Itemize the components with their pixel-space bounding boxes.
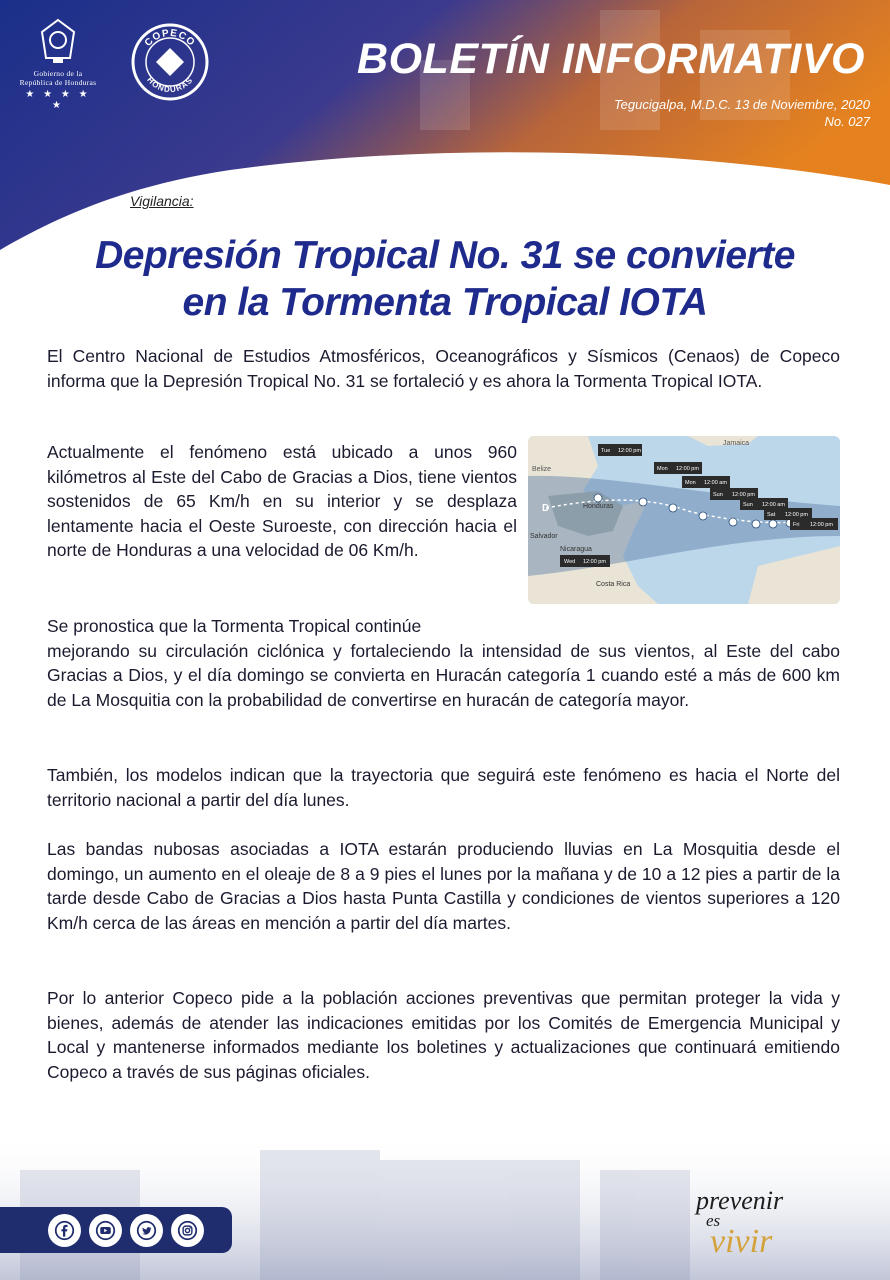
section-label: Vigilancia: bbox=[130, 193, 194, 209]
forecast-tag-day: Mon bbox=[685, 480, 696, 486]
copeco-logo-top-text: COPECO bbox=[142, 27, 198, 49]
forecast-tag-time: 12:00 pm bbox=[810, 522, 833, 528]
map-label-honduras: Honduras bbox=[583, 503, 614, 510]
map-label-salvador: Salvador bbox=[530, 533, 558, 540]
forecast-tag-time: 12:00 pm bbox=[785, 512, 808, 518]
header-banner bbox=[0, 0, 890, 250]
instagram-icon bbox=[177, 1220, 198, 1241]
facebook-button[interactable] bbox=[48, 1214, 81, 1247]
bulletin-date: Tegucigalpa, M.D.C. 13 de Noviembre, 2020 bbox=[613, 97, 870, 112]
svg-text:HONDURAS bbox=[145, 75, 195, 94]
youtube-button[interactable] bbox=[89, 1214, 122, 1247]
slogan bbox=[696, 1186, 826, 1260]
slogan-line-3: vivir bbox=[710, 1223, 773, 1260]
paragraph-1: El Centro Nacional de Estudios Atmosféricos, Oceanográficos y Sísmicos (Cenaos) de Copeco informa que la Depresión Tropical No. 31 se fortaleció y es ahora la Tormenta Tropical IOTA. bbox=[47, 346, 840, 391]
forecast-tag-day: Fri bbox=[793, 522, 800, 528]
map-label-costa-rica: Costa Rica bbox=[596, 581, 631, 588]
map-label-belize: Belize bbox=[532, 466, 552, 473]
forecast-tag-time: 12:00 pm bbox=[618, 448, 641, 454]
copeco-logo-bottom-text: HONDURAS bbox=[145, 75, 195, 95]
slogan-line-1: prevenir bbox=[696, 1186, 784, 1215]
bulletin-title: BOLETÍN INFORMATIVO bbox=[357, 35, 865, 83]
forecast-tag-time: 12:00 pm bbox=[676, 466, 699, 472]
honduras-coat-of-arms-icon bbox=[38, 18, 78, 64]
paragraph-3 bbox=[47, 614, 840, 712]
twitter-button[interactable] bbox=[130, 1214, 163, 1247]
government-caption-line-1: Gobierno de la bbox=[33, 69, 83, 78]
forecast-tag bbox=[682, 476, 730, 488]
paragraph-5: Las bandas nubosas asociadas a IOTA estarán produciendo lluvias en La Mosquitia desde el domingo, un aumento en el oleaje de 8 a 9 pies el lunes por la mañana y de 10 a 12 pies a partir de la tarde desde Cabo de Gracias a Dios hasta Punta Castilla y condiciones de vientos superiores a 120 Km/h cerca de las áreas en mención a partir del día martes. bbox=[47, 839, 840, 933]
headline-line-1: Depresión Tropical No. 31 se convierte bbox=[95, 234, 795, 277]
map-label-jamaica: Jamaica bbox=[723, 440, 750, 447]
headline bbox=[20, 232, 870, 326]
forecast-tag bbox=[560, 555, 610, 567]
paragraph-6: Por lo anterior Copeco pide a la población acciones preventivas que permitan proteger la vida y bienes, además de atender las indicaciones emitidas por los Comités de Emergencia Municipal y Local y mantenerse informados mediante los boletines y actualizaciones que continuará emitiendo Copeco a través de sus páginas oficiales. bbox=[47, 988, 840, 1082]
forecast-tag-time: 12:00 pm bbox=[583, 559, 606, 565]
twitter-icon bbox=[136, 1220, 157, 1241]
headline-line-2: en la Tormenta Tropical IOTA bbox=[182, 281, 708, 324]
bulletin-number: No. 027 bbox=[824, 114, 870, 129]
paragraph-4: También, los modelos indican que la trayectoria que seguirá este fenómeno es hacia el Norte del territorio nacional a partir del día lunes. bbox=[47, 765, 840, 810]
forecast-tag-time: 12:00 pm bbox=[732, 492, 755, 498]
government-logo bbox=[18, 18, 98, 111]
storm-track-map bbox=[528, 436, 840, 604]
forecast-tag-day: Mon bbox=[657, 466, 668, 472]
slogan-line-2: es bbox=[706, 1211, 721, 1230]
map-label-d: D bbox=[542, 503, 550, 514]
forecast-tag bbox=[654, 462, 702, 474]
forecast-tag-day: Wed bbox=[564, 559, 576, 565]
paragraph-2: Actualmente el fenómeno está ubicado a unos 960 kilómetros al Este del Cabo de Gracias a Dios, tiene vientos sostenidos de 65 Km/h en su interior y se desplaza lentamente hacia el Oeste Suroeste, con dirección hacia el norte de Honduras a una velocidad de 06 Km/h. bbox=[47, 442, 517, 560]
forecast-tag-day: Sun bbox=[713, 492, 723, 498]
facebook-icon bbox=[54, 1220, 75, 1241]
forecast-tag-day: Sat bbox=[767, 512, 776, 518]
forecast-tag-day: Sun bbox=[743, 502, 753, 508]
forecast-tag bbox=[598, 444, 642, 456]
map-label-nicaragua: Nicaragua bbox=[560, 546, 592, 553]
youtube-icon bbox=[95, 1220, 116, 1241]
forecast-tag-time: 12:00 am bbox=[704, 480, 727, 486]
forecast-tag bbox=[790, 518, 838, 530]
government-caption-line-2: República de Honduras bbox=[19, 78, 97, 87]
instagram-button[interactable] bbox=[171, 1214, 204, 1247]
copeco-logo bbox=[130, 22, 210, 102]
forecast-tag-day: Tue bbox=[601, 448, 611, 454]
government-stars: ★ ★ ★ ★ ★ bbox=[25, 89, 91, 111]
social-media-bar bbox=[0, 1207, 232, 1253]
paragraph-3-first-line: Se pronostica que la Tormenta Tropical continúe bbox=[47, 616, 422, 636]
paragraph-3-rest: mejorando su circulación ciclónica y fortaleciendo la intensidad de sus vientos, al Este del cabo Gracias a Dios, y el día domingo se convierta en Huracán categoría 1 cuando esté a más de 600 km de La Mosquitia con la probabilidad de convertirse en huracán de categoría mayor. bbox=[47, 640, 840, 710]
bulletin-meta bbox=[614, 96, 870, 130]
forecast-tag-time: 12:00 am bbox=[762, 502, 785, 508]
